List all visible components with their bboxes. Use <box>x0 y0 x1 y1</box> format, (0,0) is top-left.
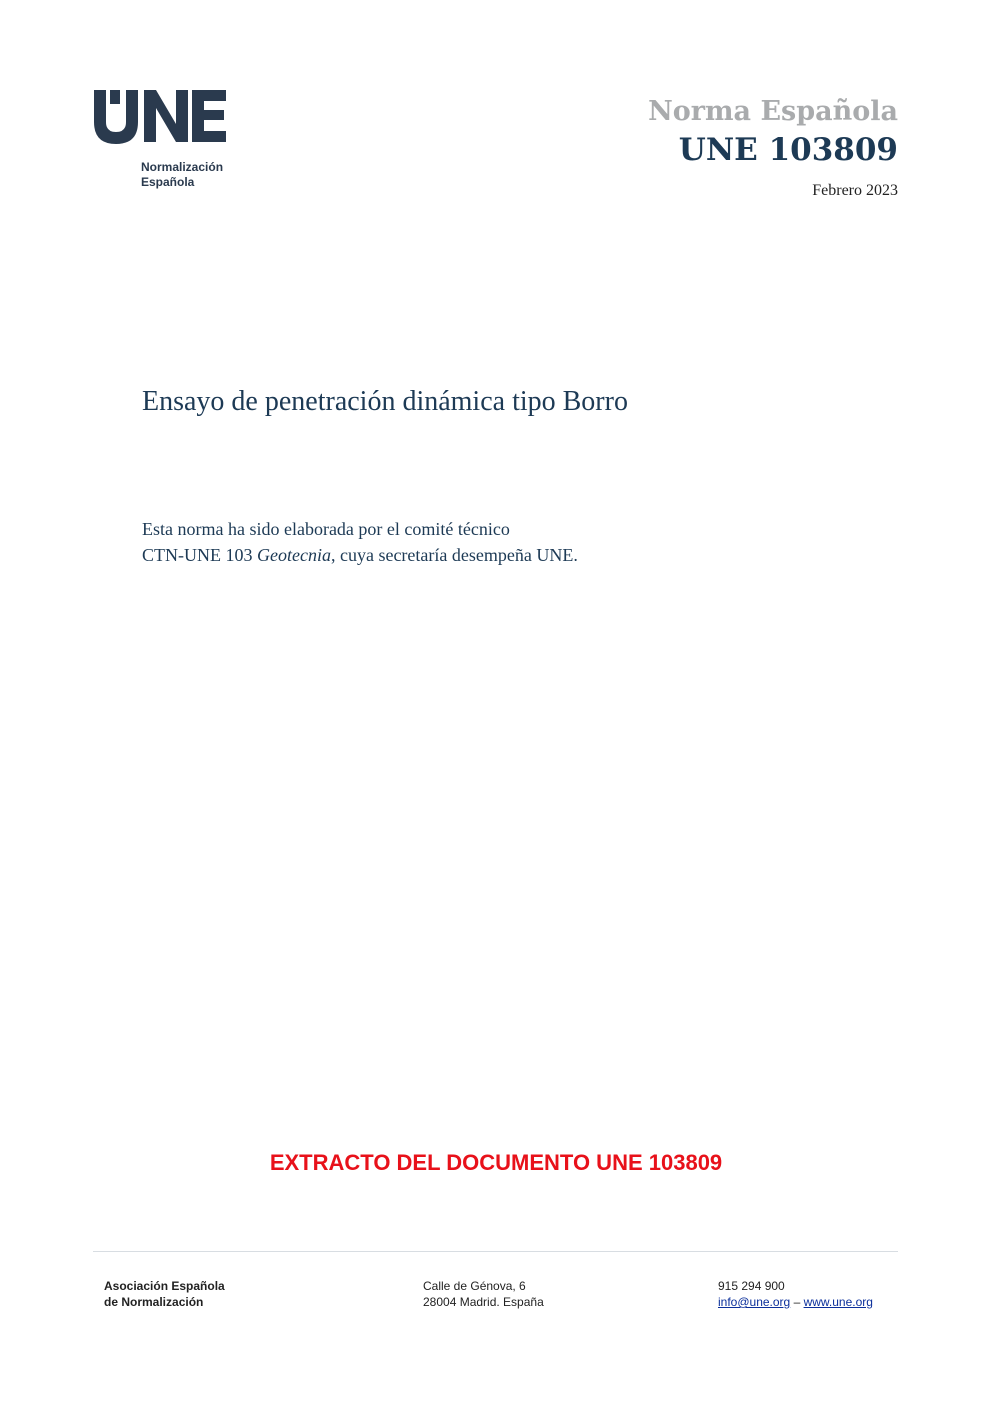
address-line1: Calle de Génova, 6 <box>423 1279 526 1293</box>
address-line2: 28004 Madrid. España <box>423 1295 544 1309</box>
une-logo <box>92 88 252 198</box>
norm-label: Norma Española <box>648 96 898 127</box>
document-title: Ensayo de penetración dinámica tipo Borro <box>142 386 628 417</box>
org-line1: Asociación Española <box>104 1279 225 1293</box>
link-separator: – <box>790 1295 804 1309</box>
committee-topic: Geotecnia <box>257 545 331 565</box>
une-logo-mark <box>92 88 228 146</box>
norm-header <box>648 94 898 200</box>
email-link[interactable]: info@une.org <box>718 1295 791 1309</box>
footer-divider <box>93 1251 898 1252</box>
committee-secretariat: , cuya secretaría desempeña UNE. <box>330 545 578 565</box>
committee-statement <box>142 516 578 568</box>
committee-line2 <box>142 542 578 568</box>
norm-code: UNE 103809 <box>678 132 898 168</box>
committee-code: CTN-UNE 103 <box>142 545 257 565</box>
org-line2: de Normalización <box>104 1295 204 1309</box>
contact-links <box>718 1294 873 1310</box>
footer-contact <box>718 1278 873 1310</box>
logo-subtitle-line1: Normalización <box>141 160 224 174</box>
norm-date: Febrero 2023 <box>812 182 898 199</box>
logo-subtitle <box>141 160 223 190</box>
website-link[interactable]: www.une.org <box>803 1295 873 1309</box>
footer-address <box>423 1278 544 1310</box>
logo-subtitle-line2: Española <box>141 175 195 189</box>
phone-number: 915 294 900 <box>718 1279 785 1293</box>
footer-organization <box>104 1278 225 1310</box>
committee-line1: Esta norma ha sido elaborada por el comité técnico <box>142 519 510 539</box>
extract-notice: EXTRACTO DEL DOCUMENTO UNE 103809 <box>269 1150 723 1175</box>
